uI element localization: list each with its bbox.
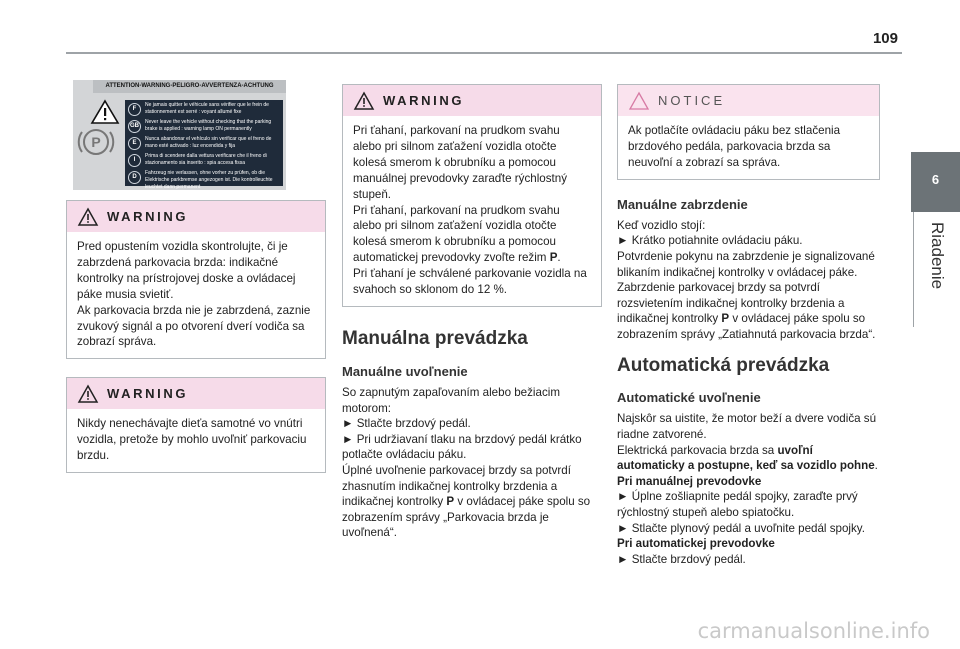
gear-mode-p: P (446, 495, 455, 509)
notice-box (617, 84, 880, 180)
bold-heading: Pri automatickej prevodovke (617, 537, 775, 551)
warning-body (343, 116, 601, 306)
gear-mode-p: P (549, 251, 558, 265)
warning-box-header (67, 378, 325, 409)
step: ► Stlačte brzdový pedál. (342, 417, 471, 431)
warning-paragraph (353, 203, 591, 267)
paragraph (617, 443, 880, 474)
language-code: F (128, 103, 141, 116)
warning-paragraph: Pri ťahaní, parkovaní na prudkom svahu alebo pri silnom zaťažení vozidla otočte kolesá smerom k obrubníku a pomocou manuálnej prevodovky zaraďte rýchlostný stupeň. (353, 124, 567, 201)
warning-paragraph: Ak parkovacia brzda nie je zabrzdená, zaznie zvukový signál a po otvorení dverí vodiča sa zobrazí správa. (77, 303, 311, 349)
label-line-text: Prima di scendere dalla vettura verificare che il freno di stazionamento sia inserito : spia accesa fissa (145, 153, 267, 166)
page-number: 109 (872, 30, 898, 47)
label-line-text: Nunca abandonar el vehículo sin verificar que el freno de mano esté activado : luz encendida y fija (145, 136, 272, 149)
label-line (128, 136, 280, 151)
step: ► Úplne zošliapnite pedál spojky, zaraďte prvý rýchlostný stupeň alebo spiatočku. (617, 490, 858, 520)
paragraph: Najskôr sa uistite, že motor beží a dvere vodiča sú riadne zatvorené. (617, 412, 877, 442)
subsection-heading: Automatické uvoľnenie (617, 390, 761, 406)
chapter-divider (913, 212, 914, 327)
paragraph (617, 280, 880, 342)
text: . (874, 459, 878, 473)
warning-title: WARNING (383, 93, 465, 108)
warning-box-header (67, 201, 325, 232)
warning-triangle-icon (78, 208, 98, 226)
step: ► Stlačte brzdový pedál. (617, 552, 746, 566)
warning-text: Pri ťahaní, parkovaní na prudkom svahu alebo pri silnom zaťažení vozidla otočte kolesá smerom k obrubníku a pomocou automatickej prevodovky zvoľte režim (353, 203, 560, 265)
label-line (128, 102, 280, 117)
notice-paragraph: Ak potlačíte ovládaciu páku bez stlačenia brzdového pedála, parkovacia brzda sa neuvoľní a zobrazí sa správa. (628, 124, 841, 169)
step: ► Krátko potiahnite ovládaciu páku. (617, 234, 803, 248)
label-line-text: Fahrzeug nie verlassen, ohne vorher zu prüfen, ob die Elektrische parkbremse angezogen ist. Die kontrolleuchte leuchtet dann permanent (145, 170, 273, 190)
paragraph: Keď vozidlo stojí: (617, 218, 706, 232)
label-line (128, 170, 280, 190)
step: ► Pri udržiavaní tlaku na brzdový pedál krátko potlačte ovládaciu páku. (342, 432, 582, 462)
warning-triangle-icon (91, 100, 119, 124)
label-header: ATTENTION-WARNING-PELIGRO-AVVERTENZA-ACHTUNG (93, 80, 286, 93)
manual-release-text (342, 385, 602, 541)
warning-box (66, 200, 326, 359)
warning-paragraph: Nikdy nenechávajte dieťa samotné vo vnútri vozidla, pretože by mohlo uvoľniť parkovaciu brzdu. (77, 417, 307, 463)
language-code: E (128, 137, 141, 150)
warning-text: . (557, 251, 561, 265)
parking-brake-icon (76, 122, 116, 162)
label-line (128, 119, 280, 134)
top-divider (66, 52, 902, 54)
column-2 (342, 84, 602, 541)
paragraph: Potvrdenie pokynu na zabrzdenie je signalizované blikaním indikačnej kontrolky v ovládacej páke. (617, 249, 875, 279)
bold-heading: Pri manuálnej prevodovke (617, 474, 762, 488)
auto-release-text (617, 411, 880, 567)
chapter-tab[interactable] (911, 152, 960, 212)
warning-triangle-icon (354, 92, 374, 110)
manual-brake-text (617, 218, 880, 343)
chapter-title: Riadenie (928, 222, 947, 290)
subsection-heading: Manuálne zabrzdenie (617, 196, 748, 212)
parking-brake-warning-label-image (73, 80, 286, 190)
warning-box (342, 84, 602, 307)
text: v ovládacej páke spolu so zobrazením správy „Zatiahnutá parkovacia brzda“. (617, 312, 876, 341)
text: Úplné uvoľnenie parkovacej brzdy sa potvrdí zhasnutím indikačnej kontrolky brzdenia a indikačnej kontrolky (342, 463, 571, 509)
column-3 (617, 84, 880, 567)
label-line-text: Never leave the vehicle without checking that the parking brake is applied : warning lamp ON permanently (145, 119, 272, 132)
chapter-number: 6 (931, 172, 940, 187)
step: ► Stlačte plynový pedál a uvoľnite pedál spojky. (617, 521, 865, 535)
warning-paragraph: Pri ťahaní je schválené parkovanie vozidla na svahoch so sklonom do 12 %. (353, 267, 587, 297)
warning-paragraph: Pred opustením vozidla skontrolujte, či je zabrzdená parkovacia brzda: indikačné kontrolky na prístrojovej doske a ovládacej páke musia svietiť. (77, 240, 296, 301)
paragraph (342, 463, 602, 541)
warning-title: WARNING (107, 209, 189, 224)
paragraph: So zapnutým zapaľovaním alebo bežiacim motorom: (342, 385, 560, 415)
text: Zabrzdenie parkovacej brzdy sa potvrdí rozsvietením indikačnej kontrolky brzdenia a indikačnej kontrolky (617, 281, 845, 326)
warning-body (67, 232, 325, 358)
warning-box (66, 377, 326, 473)
text: Elektrická parkovacia brzda sa (617, 443, 778, 457)
warning-body (67, 409, 325, 472)
subsection-heading: Manuálne uvoľnenie (342, 363, 468, 379)
warning-box-header (343, 85, 601, 116)
svg-text:P: P (91, 134, 101, 150)
label-language-panel (125, 100, 283, 190)
text: v ovládacej páke spolu so zobrazením správy „Parkovacia brzda je uvoľnená“. (342, 495, 591, 540)
warning-triangle-icon (78, 385, 98, 403)
watermark: carmanualsonline.info (697, 619, 930, 643)
label-line-text: Ne jamais quitter le véhicule sans vérifier que le frein de stationnement est serré : voyant allumé fixe (145, 102, 269, 115)
section-heading: Automatická prevádzka (617, 355, 830, 377)
notice-body (618, 116, 879, 179)
column-1 (66, 80, 326, 473)
warning-title: WARNING (107, 386, 189, 402)
notice-triangle-icon (629, 92, 649, 110)
language-code: GB (128, 120, 141, 133)
bold-text: uvoľní automaticky a postupne, keď sa vozidlo pohne (617, 443, 875, 473)
gear-mode-p: P (721, 312, 730, 326)
section-heading: Manuálna prevádzka (342, 327, 528, 349)
language-code: I (128, 154, 141, 167)
label-line (128, 153, 280, 168)
notice-title: NOTICE (658, 93, 726, 108)
notice-box-header (618, 85, 879, 116)
language-code: D (128, 171, 141, 184)
